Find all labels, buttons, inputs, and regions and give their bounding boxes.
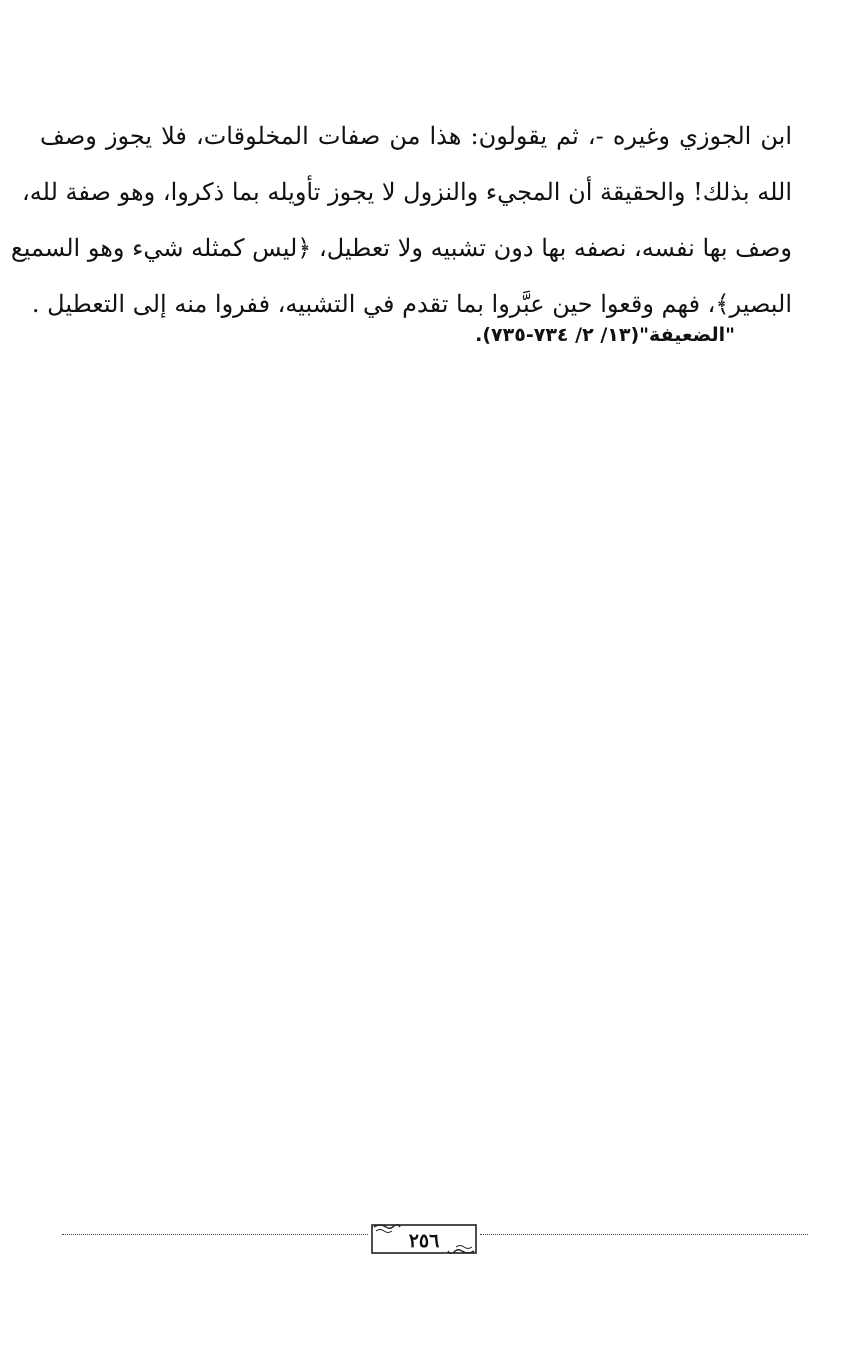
body-text <box>10 108 792 332</box>
body-line-1: ابن الجوزي وغيره -، ثم يقولون: هذا من صفات المخلوقات، فلا يجوز وصف <box>40 122 792 150</box>
page-number: ٢٥٦ <box>408 1230 440 1252</box>
page-footer <box>62 1222 808 1262</box>
source-citation: "الضعيفة"(١٣/ ٢/ ٧٣٤-٧٣٥). <box>475 324 735 346</box>
page-number-frame <box>370 1222 478 1256</box>
body-line-3: وصف بها نفسه، نصفه بها دون تشبيه ولا تعطيل، ﴿ليس كمثله شيء وهو السميع <box>10 234 792 262</box>
footer-dotted-rule-left <box>62 1234 368 1235</box>
body-line-2: الله بذلك! والحقيقة أن المجيء والنزول لا يجوز تأويله بما ذكروا، وهو صفة لله، <box>22 178 792 206</box>
body-line-4: البصير﴾، فهم وقعوا حين عبَّروا بما تقدم في التشبيه، ففروا منه إلى التعطيل . <box>31 290 792 318</box>
footer-dotted-rule-right <box>480 1234 808 1235</box>
